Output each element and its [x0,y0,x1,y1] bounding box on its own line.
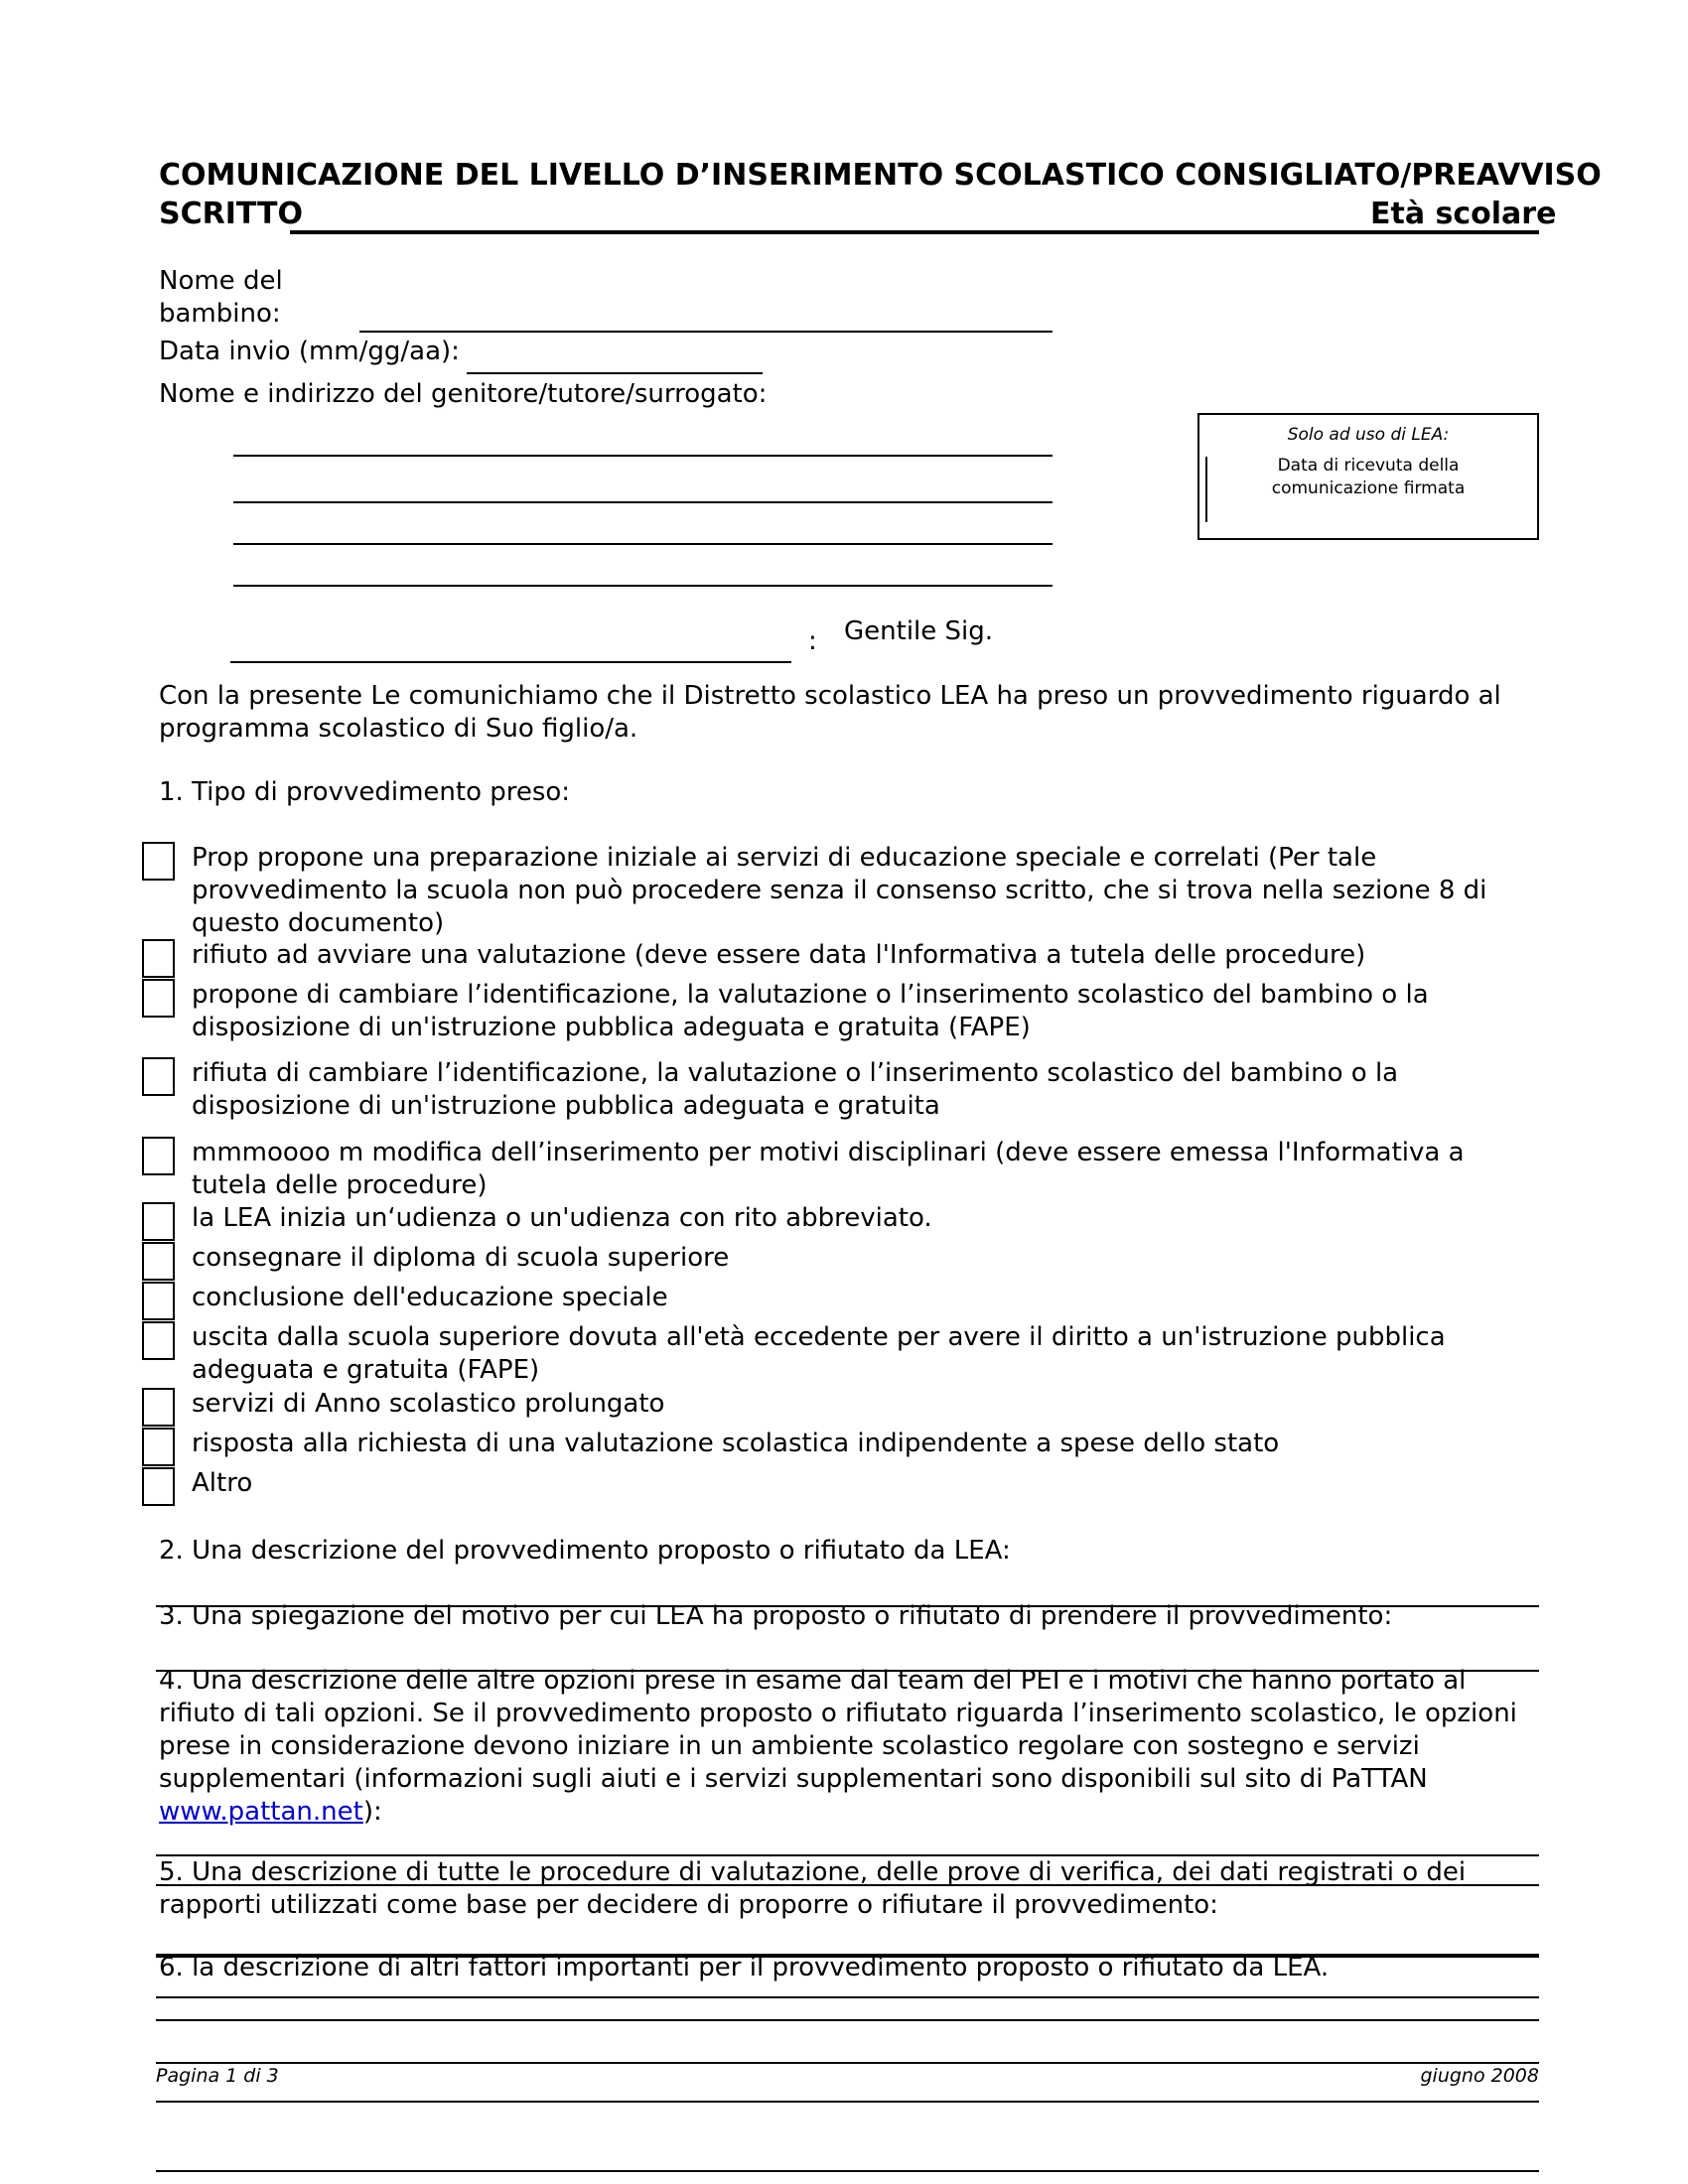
salutation: Gentile Sig. [844,616,994,646]
section-3-heading: 3. Una spiegazione del motivo per cui LEA ha proposto o rifiutato di prendere il provvedimento: [159,1601,1393,1631]
parent-address-label: Nome e indirizzo del genitore/tutore/surrogato: [159,379,768,409]
salutation-name-field[interactable] [230,661,791,663]
option-label-1: Prop propone una preparazione iniziale ai servizi di educazione speciale e correlati (Per tale provvedimento la scuola non può procedere senza il consenso scritto, che si trova nella sezione 8 di questo documento) [192,843,1487,938]
section-6-answer-line-2[interactable] [156,2019,1539,2021]
section-6-answer-line-5[interactable] [156,2170,1539,2172]
lea-box-heading: Solo ad uso di LEA: [1287,425,1450,445]
option-checkbox-11[interactable] [142,1428,175,1466]
footer-page-number: Pagina 1 di 3 [156,2065,279,2087]
address-line-1[interactable] [233,455,1053,457]
option-checkbox-2[interactable] [142,939,175,978]
section-4-suffix: ): [362,1797,382,1827]
document-title-line2: SCRITTO [159,197,304,231]
child-name-label-2: bambino: [159,299,281,329]
lea-box-text-1: Data di ricevuta della [1277,456,1460,476]
option-label-6: la LEA inizia un‘udienza o un'udienza con rito abbreviato. [192,1203,932,1233]
address-line-2[interactable] [233,501,1053,503]
option-label-10: servizi di Anno scolastico prolungato [192,1389,665,1419]
address-line-4[interactable] [233,585,1053,587]
section-6-answer-line-4[interactable] [156,2101,1539,2103]
option-checkbox-5[interactable] [142,1137,175,1175]
document-subtitle: Età scolare [1370,197,1557,231]
footer-date: giugno 2008 [1420,2065,1539,2087]
option-label-11: risposta alla richiesta di una valutazione scolastica indipendente a spese dello stato [192,1429,1280,1458]
section-4-text: 4. Una descrizione delle altre opzioni prese in esame dal team del PEI e i motivi che hanno portato al rifiuto di tali opzioni. Se il provvedimento proposto o rifiutato riguarda l’inserimento scolastico, le opzioni prese in considerazione devono iniziare in un ambiente scolastico regolare con sostegno e servizi supplementari (informazioni sugli aiuti e i servizi supplementari sono disponibili sul sito di PaTTAN [159,1666,1517,1794]
option-checkbox-12[interactable] [142,1467,175,1506]
option-checkbox-8[interactable] [142,1282,175,1320]
option-label-9: uscita dalla scuola superiore dovuta all'età eccedente per avere il diritto a un'istruzione pubblica adeguata e gratuita (FAPE) [192,1322,1446,1385]
option-label-2: rifiuto ad avviare una valutazione (deve essere data l'Informativa a tutela delle procedure) [192,940,1366,970]
lea-use-box [1197,413,1539,540]
date-sent-field[interactable] [467,372,763,374]
option-label-3: propone di cambiare l’identificazione, la valutazione o l’inserimento scolastico del bambino o la disposizione di un'istruzione pubblica adeguata e gratuita (FAPE) [192,980,1429,1042]
section-6-heading: 6. la descrizione di altri fattori importanti per il provvedimento proposto o rifiutato da LEA. [159,1953,1330,1982]
option-label-8: conclusione dell'educazione speciale [192,1283,668,1312]
option-label-5: mmmoooo m modifica dell’inserimento per motivi disciplinari (deve essere emessa l'Informativa a tutela delle procedure) [192,1138,1465,1200]
option-checkbox-3[interactable] [142,979,175,1018]
child-name-label: Nome del [159,266,283,296]
title-underline [290,230,1539,234]
option-checkbox-1[interactable] [142,842,175,881]
intro-paragraph: Con la presente Le comunichiamo che il Distretto scolastico LEA ha preso un provvedimento riguardo al programma scolastico di Suo figlio/a. [159,681,1501,744]
option-checkbox-6[interactable] [142,1202,175,1241]
colon: : [808,626,817,656]
lea-box-text-2: comunicazione firmata [1271,478,1466,498]
section-5-paragraph: 5. Una descrizione di tutte le procedure di valutazione, delle prove di verifica, dei dati registrati o dei rapporti utilizzati come base per decidere di proporre o rifiutare il provvedimento: [159,1857,1467,1920]
option-label-4: rifiuta di cambiare l’identificazione, la valutazione o l’inserimento scolastico del bambino o la disposizione di un'istruzione pubblica adeguata e gratuita [192,1058,1399,1121]
child-name-field[interactable] [359,331,1053,333]
option-checkbox-10[interactable] [142,1388,175,1427]
section-1-heading: 1. Tipo di provvedimento preso: [159,777,571,807]
option-checkbox-9[interactable] [142,1321,175,1360]
address-line-3[interactable] [233,543,1053,545]
section-2-heading: 2. Una descrizione del provvedimento proposto o rifiutato da LEA: [159,1536,1011,1566]
date-sent-label: Data invio (mm/gg/aa): [159,337,460,366]
option-checkbox-7[interactable] [142,1242,175,1281]
pattan-link[interactable]: www.pattan.net [159,1797,363,1827]
option-checkbox-4[interactable] [142,1057,175,1096]
document-title-line1: COMUNICAZIONE DEL LIVELLO D’INSERIMENTO SCOLASTICO CONSIGLIATO/PREAVVISO [159,158,1602,193]
option-label-7: consegnare il diploma di scuola superiore [192,1243,730,1273]
section-6-answer-line-3[interactable] [156,2062,1539,2064]
section-6-answer-line-1[interactable] [156,1996,1539,1998]
option-label-12: Altro [192,1468,253,1498]
section-4-paragraph [159,1665,1544,1829]
